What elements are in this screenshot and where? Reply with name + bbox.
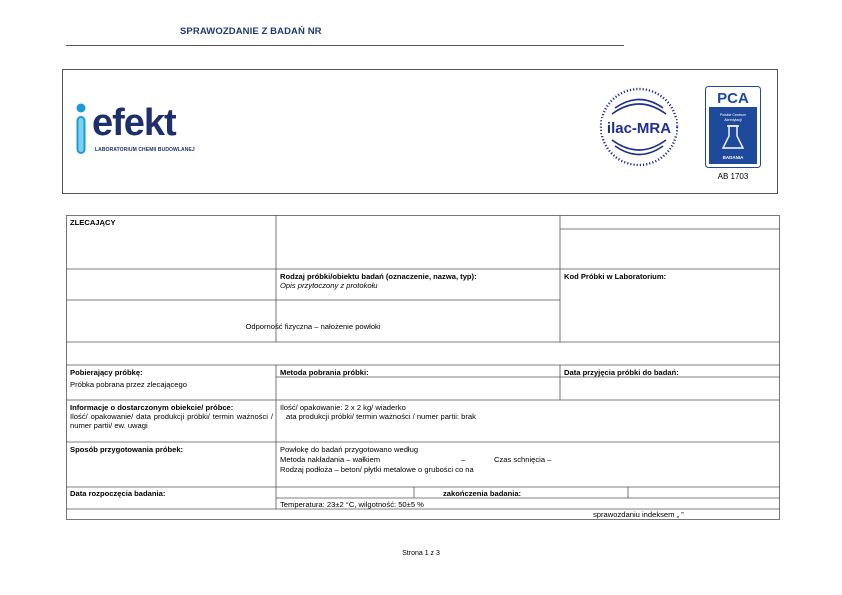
sposob-value-3: Czas schnięcia – xyxy=(494,455,552,464)
efekt-logo-subtitle: LABORATORIUM CHEMII BUDOWLANEJ xyxy=(95,147,195,153)
zlecajacy-label: ZLECAJĄCY xyxy=(70,218,116,227)
pobierajacy-value: Próbka pobrana przez zlecającego xyxy=(70,380,187,389)
data-rozpoczecia-label: Data rozpoczęcia badania: xyxy=(70,489,166,498)
rodzaj-label: Rodzaj próbki/obiektu badań (oznaczenie, nazwa, typ): xyxy=(280,272,477,281)
efekt-logo-mark xyxy=(74,103,88,155)
pca-text: PCA xyxy=(717,90,749,107)
pca-subtitle-1: Polskie Centrum xyxy=(719,113,747,117)
pca-logo xyxy=(705,86,761,168)
sposob-label: Sposób przygotowania próbek: xyxy=(70,445,184,454)
informacje-label: Informacje o dostarczonym obiekcie/ próbce: xyxy=(70,403,234,412)
zakonczenia-label: zakończenia badania: xyxy=(443,489,522,498)
data-przyjecia-label: Data przyjęcia próbki do badań: xyxy=(564,368,679,377)
pca-subtitle-2: Akredytacji xyxy=(724,118,742,122)
informacje-value-2: ata produkcji próbki/ termin ważności / numer partii: brak xyxy=(286,412,476,421)
informacje-value-1: Ilość/ opakowanie: 2 x 2 kg/ wiaderko xyxy=(280,403,406,412)
sposob-value-2: Metoda nakładania – wałkiem xyxy=(280,455,381,464)
rodzaj-value: Opis przytoczony z protokołu xyxy=(280,281,378,290)
indeks-value: sprawozdaniu indeksem „ ” xyxy=(593,510,684,519)
efekt-logo-word: efekt xyxy=(92,102,176,144)
ilac-mra-logo xyxy=(598,86,680,168)
metoda-label: Metoda pobrania próbki: xyxy=(280,368,369,377)
page-number: Strona 1 z 3 xyxy=(402,550,440,557)
sample-description: Odporność fizyczna – nałożenie powłoki xyxy=(245,322,381,331)
temperatura-value: Temperatura: 23±2 °C, wilgotność: 50±5 % xyxy=(280,500,424,509)
header-rule xyxy=(66,45,624,46)
ab-number: AB 1703 xyxy=(717,172,749,181)
sposob-value-1: Powłokę do badań przygotowano według xyxy=(280,445,419,454)
pobierajacy-label: Pobierający próbkę: xyxy=(70,368,143,377)
sposob-dash: – xyxy=(461,455,466,464)
report-title: SPRAWOZDANIE Z BADAŃ NR xyxy=(180,26,322,37)
informacje-sub: Ilość/ opakowanie/ data produkcji próbki/ termin ważności / numer partii/ ew. uwagi xyxy=(70,412,273,431)
pca-badania: BADANIA xyxy=(722,155,744,160)
kod-label: Kod Próbki w Laboratorium: xyxy=(564,272,667,281)
sposob-value-4: Rodzaj podłoża – beton/ płytki metalowe o grubości co na xyxy=(280,465,474,474)
ilac-text: ilac-MRA xyxy=(606,120,672,137)
report-table xyxy=(66,215,780,520)
